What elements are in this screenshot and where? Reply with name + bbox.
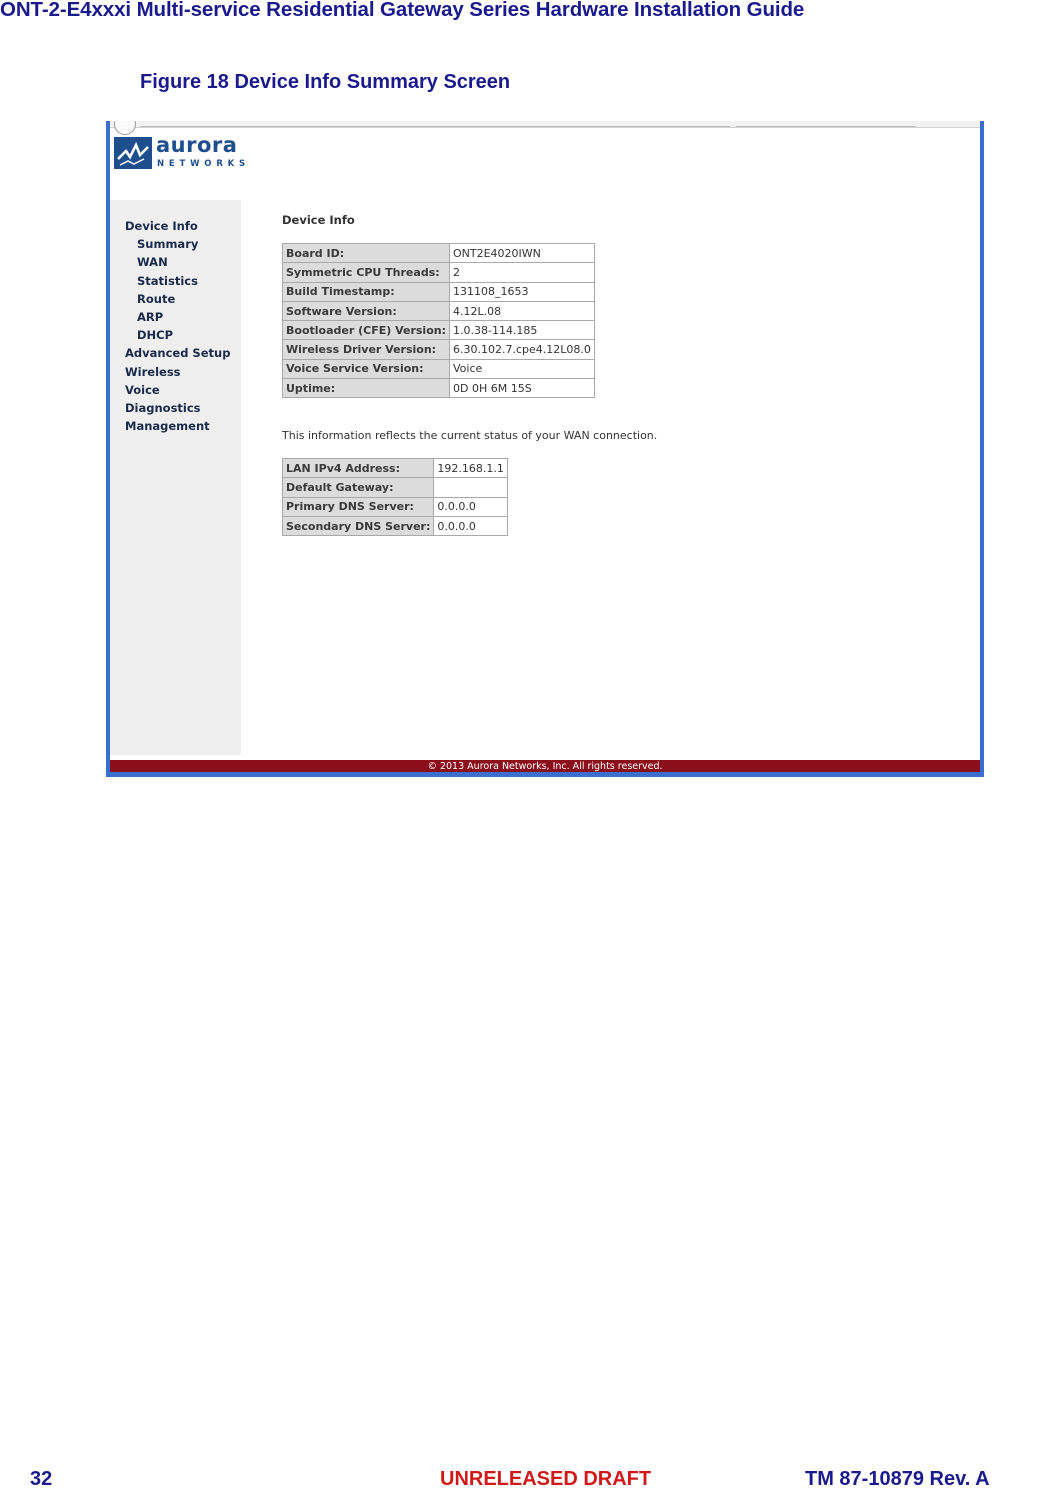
device-info-row [283, 244, 595, 263]
field-value: 0.0.0.0 [434, 516, 507, 535]
sidebar-item-statistics[interactable]: Statistics [137, 273, 198, 288]
sidebar-nav [125, 217, 230, 435]
document-id: TM 87-10879 Rev. A [805, 1468, 990, 1490]
sidebar-item-advanced-setup[interactable]: Advanced Setup [125, 346, 231, 361]
section-title: Device Info [282, 213, 355, 227]
figure-caption: Figure 18 Device Info Summary Screen [140, 71, 511, 93]
device-info-table [282, 243, 595, 398]
wan-info-row [283, 516, 508, 535]
aurora-logo [114, 133, 264, 173]
device-info-row [283, 301, 595, 320]
field-value: 1.0.38-114.185 [449, 321, 594, 340]
browser-tab[interactable] [736, 121, 916, 127]
field-label: Uptime: [283, 379, 450, 398]
field-value: 0.0.0.0 [434, 497, 507, 516]
sidebar-item-voice[interactable]: Voice [125, 382, 160, 397]
sidebar-item-dhcp[interactable]: DHCP [137, 328, 174, 343]
main-content [282, 213, 658, 533]
device-info-row [283, 359, 595, 378]
field-label: Voice Service Version: [283, 359, 450, 378]
field-value: 2 [449, 263, 594, 282]
browser-tab-bar [110, 121, 980, 128]
field-value: 6.30.102.7.cpe4.12L08.0 [449, 340, 594, 359]
field-label: LAN IPv4 Address: [283, 459, 434, 478]
device-info-row [283, 379, 595, 398]
field-label: Build Timestamp: [283, 282, 450, 301]
field-value: 192.168.1.1 [434, 459, 507, 478]
sidebar-item-diagnostics[interactable]: Diagnostics [125, 400, 201, 415]
draft-label: UNRELEASED DRAFT [440, 1468, 652, 1490]
field-value: 4.12L.08 [449, 301, 594, 320]
field-value: Voice [449, 359, 594, 378]
field-label: Primary DNS Server: [283, 497, 434, 516]
sidebar-item-management[interactable]: Management [125, 419, 210, 434]
field-label: Board ID: [283, 244, 450, 263]
logo-wordmark: aurora [156, 133, 238, 157]
sidebar-item-route[interactable]: Route [137, 291, 176, 306]
device-info-row [283, 321, 595, 340]
sidebar-item-wireless[interactable]: Wireless [125, 364, 181, 379]
browser-tab[interactable] [140, 121, 730, 127]
device-info-row [283, 282, 595, 301]
sidebar-item-summary[interactable]: Summary [137, 237, 199, 252]
sidebar-item-device-info[interactable]: Device Info [125, 219, 198, 233]
field-value: ONT2E4020IWN [449, 244, 594, 263]
device-info-row [283, 263, 595, 282]
field-label: Secondary DNS Server: [283, 516, 434, 535]
wan-info-table [282, 458, 508, 536]
field-label: Software Version: [283, 301, 450, 320]
sidebar-item-arp[interactable]: ARP [137, 309, 164, 324]
logo-mark-icon [114, 137, 152, 169]
field-label: Symmetric CPU Threads: [283, 263, 450, 282]
field-label: Bootloader (CFE) Version: [283, 321, 450, 340]
page-number: 32 [30, 1468, 53, 1490]
wan-info-row [283, 459, 508, 478]
device-info-row [283, 340, 595, 359]
field-value: 131108_1653 [449, 282, 594, 301]
screenshot-frame [106, 121, 984, 777]
logo-subtitle: NETWORKS [157, 159, 250, 169]
wan-info-row [283, 497, 508, 516]
field-value: 0D 0H 6M 15S [449, 379, 594, 398]
field-label: Default Gateway: [283, 478, 434, 497]
copyright-bar: © 2013 Aurora Networks, Inc. All rights reserved. [110, 760, 980, 772]
document-header: ONT-2-E4xxxi Multi-service Residential Gateway Series Hardware Installation Guide [0, 0, 805, 21]
wan-info-row [283, 478, 508, 497]
sidebar-item-wan[interactable]: WAN [137, 255, 168, 270]
field-value [434, 478, 507, 497]
wan-status-note: This information reflects the current status of your WAN connection. [282, 429, 658, 442]
field-label: Wireless Driver Version: [283, 340, 450, 359]
